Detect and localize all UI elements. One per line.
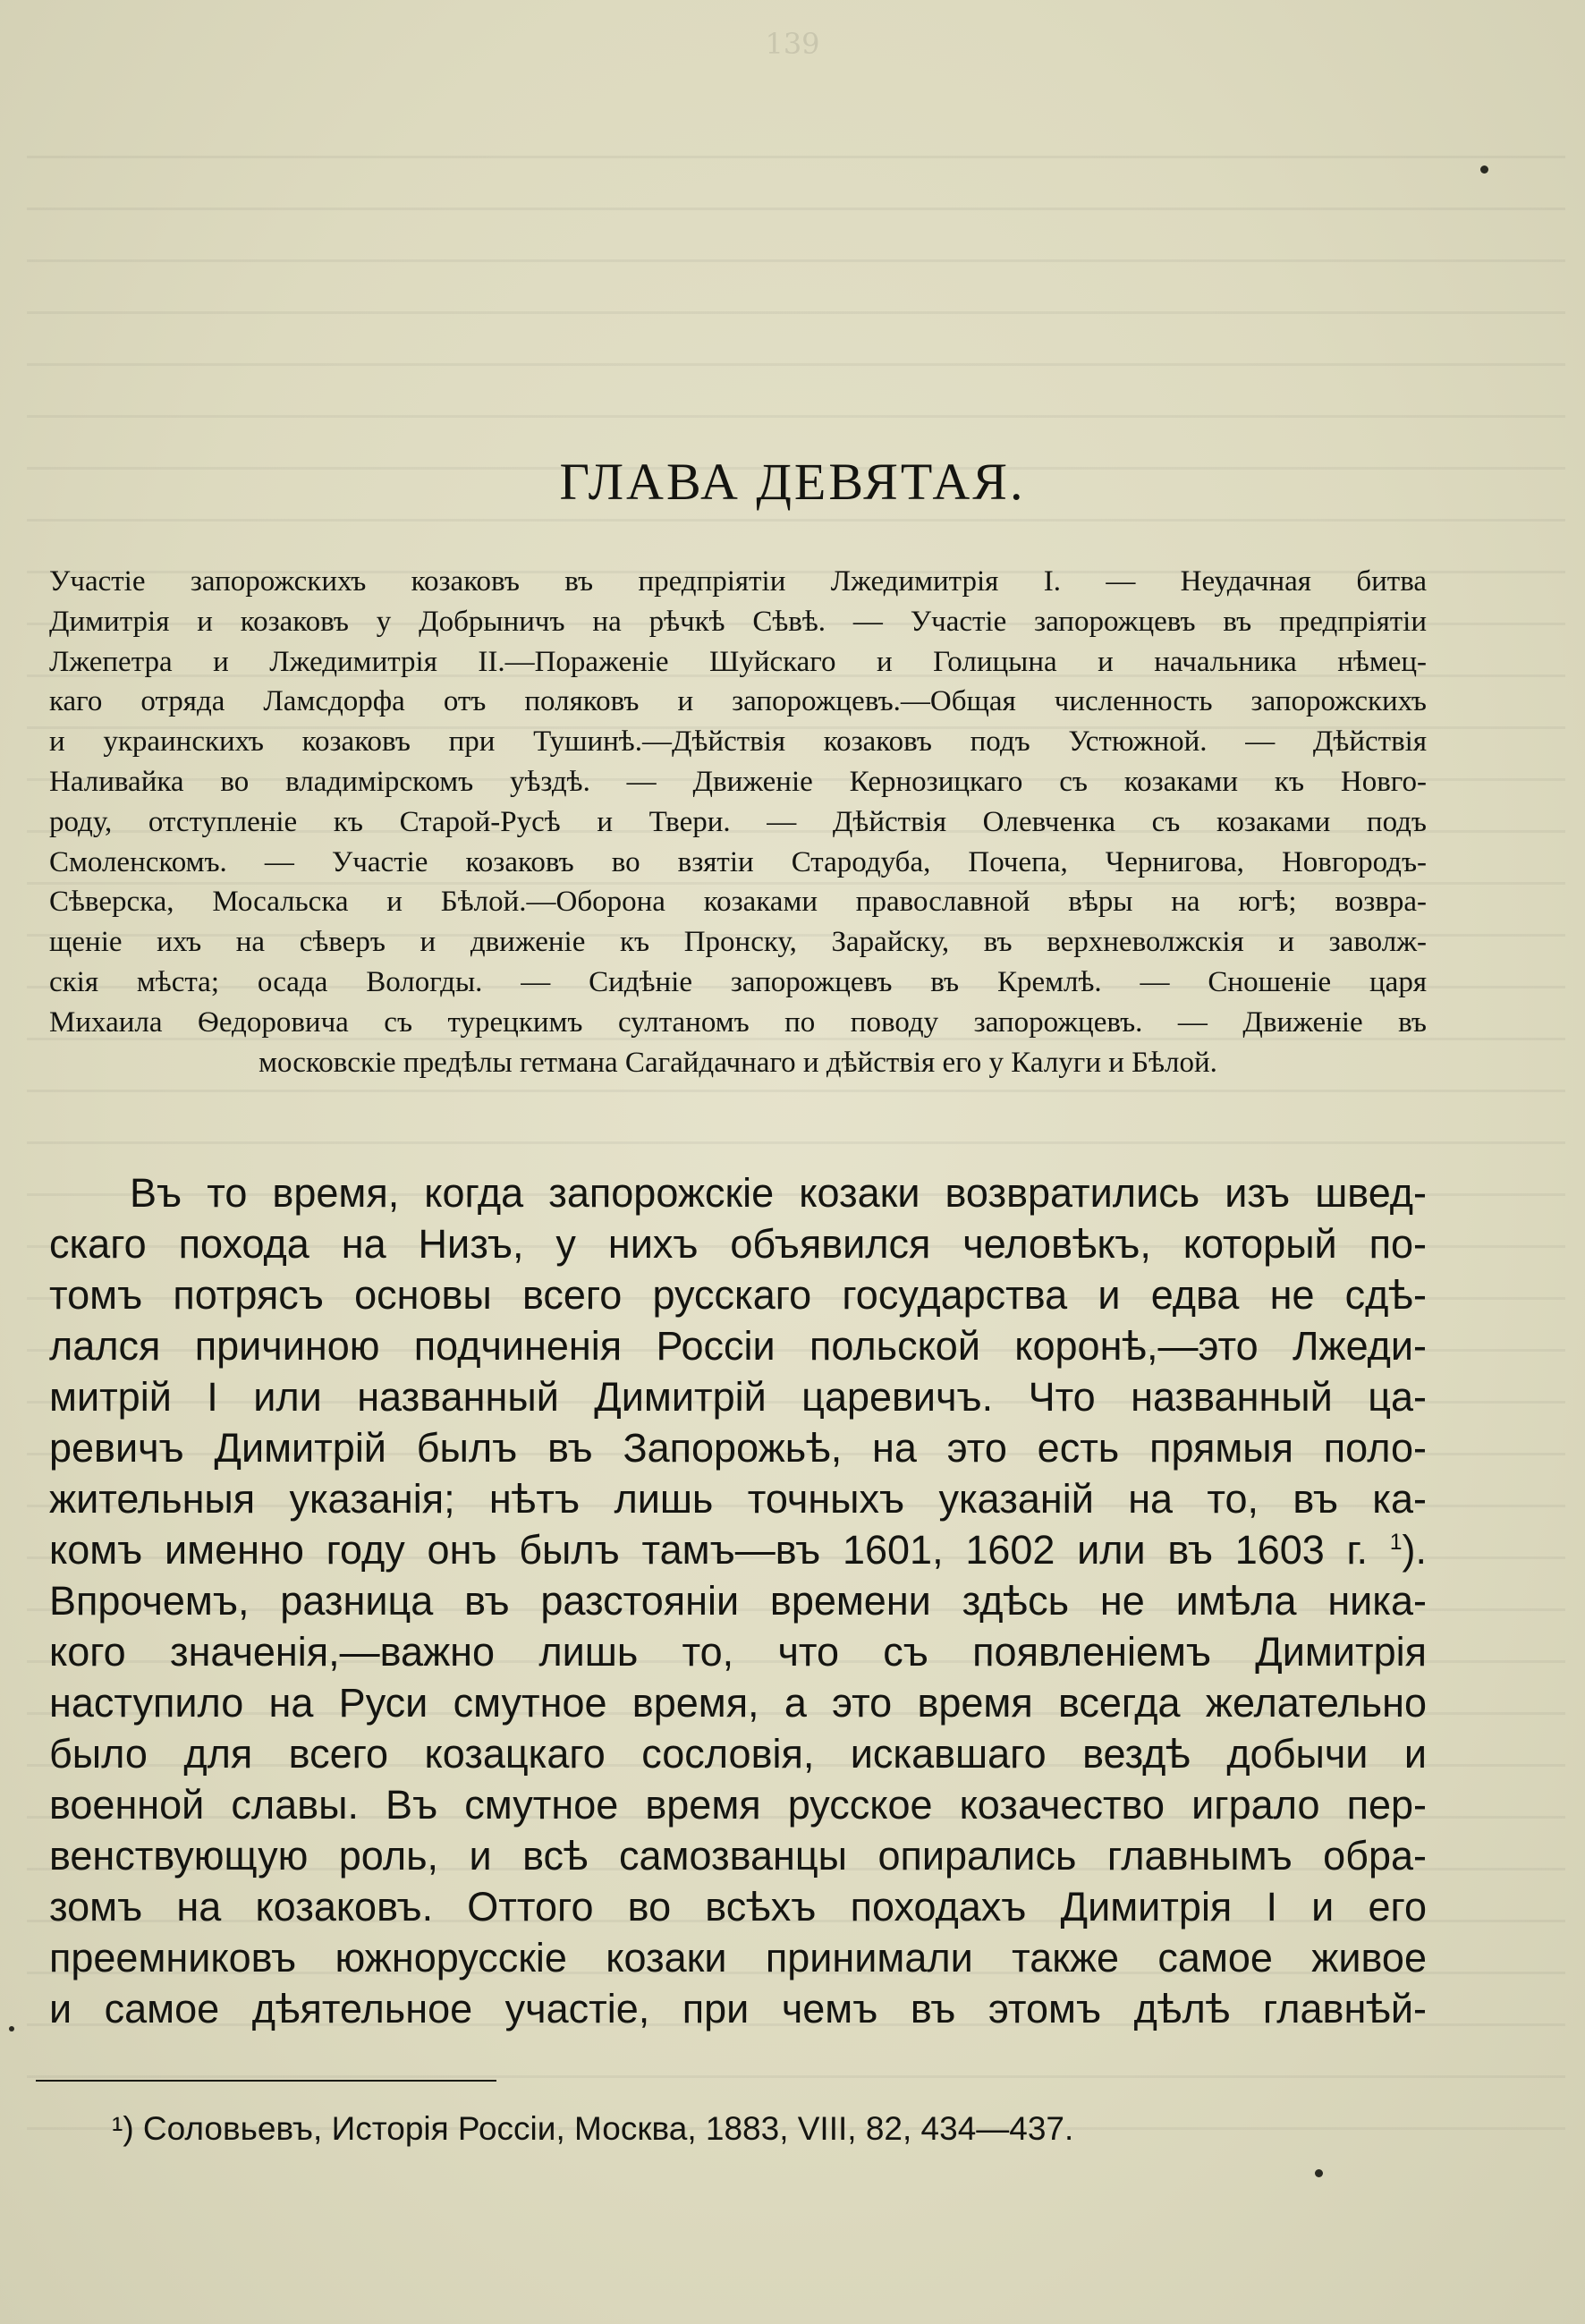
summary-line: Участіе запорожскихъ козаковъ въ предпріятіи Лжедимитрія I. — Неудачная битва	[49, 565, 1427, 598]
body-line: ревичъ Димитрій былъ въ Запорожьѣ, на это есть прямыя поло-	[49, 1425, 1427, 1471]
body-line-text: комъ именно году онъ былъ тамъ—въ 1601, 1602 или въ 1603 г.	[49, 1527, 1368, 1573]
body-line: томъ потрясъ основы всего русскаго государства и едва не сдѣ-	[49, 1272, 1427, 1318]
summary-line: и украинскихъ козаковъ при Тушинѣ.—Дѣйствія козаковъ подъ Устюжной. — Дѣйствія	[49, 725, 1427, 759]
summary-line: роду, отступленіе къ Старой-Русѣ и Твери. — Дѣйствія Олевченка съ козаками подъ	[49, 805, 1427, 838]
body-line: зомъ на козаковъ. Оттого во всѣхъ походахъ Димитрія I и его	[49, 1884, 1427, 1930]
body-line: скаго похода на Низъ, у нихъ объявился человѣкъ, который по-	[49, 1221, 1427, 1267]
body-line: венствующую роль, и всѣ самозванцы опирались главнымъ обра-	[49, 1833, 1427, 1879]
summary-line: каго отряда Ламсдорфа отъ поляковъ и запорожцевъ.—Общая численность запорожскихъ	[49, 685, 1427, 718]
footnote: ¹) Соловьевъ, Исторія Россіи, Москва, 1883, VIII, 82, 434—437.	[112, 2110, 1074, 2147]
summary-line: Сѣверска, Мосальска и Бѣлой.—Оборона козаками православной вѣры на югѣ; возвра-	[49, 886, 1427, 919]
body-line: Въ то время, когда запорожскіе козаки возвратились изъ швед-	[130, 1170, 1427, 1216]
summary-line: Наливайка во владимірскомъ уѣздѣ. — Движеніе Кернозицкаго съ козаками къ Новго-	[49, 765, 1427, 798]
chapter-title: ГЛАВА ДЕВЯТАЯ.	[559, 453, 1026, 511]
body-line: было для всего козацкаго сословія, искавшаго вездѣ добычи и	[49, 1731, 1427, 1777]
summary-line: Смоленскомъ. — Участіе козаковъ во взятіи Стародуба, Почепа, Чернигова, Новгородъ-	[49, 845, 1427, 878]
body-line: наступило на Руси смутное время, а это время всегда желательно	[49, 1680, 1427, 1726]
print-speck	[9, 2026, 14, 2031]
body-line: военной славы. Въ смутное время русское козачество играло пер-	[49, 1782, 1427, 1828]
summary-line: Лжепетра и Лжедимитрія II.—Пораженіе Шуйскаго и Голицына и начальника нѣмец-	[49, 645, 1427, 678]
summary-line: московскіе предѣлы гетмана Сагайдачнаго и дѣйствія его у Калуги и Бѣлой.	[259, 1046, 1217, 1079]
print-speck	[1315, 2169, 1323, 2177]
body-line: митрій I или названный Димитрій царевичъ. Что названный ца-	[49, 1374, 1427, 1420]
chapter-summary	[49, 562, 1427, 1082]
body-line-with-footnote-ref	[49, 1524, 1427, 1575]
summary-line: Михаила Ѳедоровича съ турецкимъ султаномъ по поводу запорожцевъ. — Движеніе въ	[49, 1005, 1427, 1039]
page-number: 139	[765, 27, 820, 61]
summary-line: Димитрія и козаковъ у Добрыничъ на рѣчкѣ Сѣвѣ. — Участіе запорожцевъ въ предпріятіи	[49, 605, 1427, 638]
footnote-reference[interactable]: 1	[1389, 1531, 1403, 1555]
summary-line: щеніе ихъ на сѣверъ и движеніе къ Пронску, Зарайску, въ верхневолжскія и заволж-	[49, 926, 1427, 959]
footnote-divider	[36, 2080, 496, 2082]
print-speck	[1480, 165, 1488, 174]
body-line: Впрочемъ, разница въ разстояніи времени здѣсь не имѣла ника-	[49, 1578, 1427, 1624]
body-line: кого значенія,—важно лишь то, что съ появленіемъ Димитрія	[49, 1629, 1427, 1675]
body-line: преемниковъ южнорусскіе козаки принимали также самое живое	[49, 1935, 1427, 1980]
footnote-ref-suffix: ).	[1402, 1527, 1427, 1573]
summary-line: скія мѣста; осада Вологды. — Сидѣніе запорожцевъ въ Кремлѣ. — Сношеніе царя	[49, 965, 1427, 998]
body-line: и самое дѣятельное участіе, при чемъ въ этомъ дѣлѣ главнѣй-	[49, 1986, 1427, 2031]
body-line: жительныя указанія; нѣтъ лишь точныхъ указаній на то, въ ка-	[49, 1476, 1427, 1522]
body-paragraph	[49, 1167, 1427, 2034]
body-line: лался причиною подчиненія Россіи польской коронѣ,—это Лжеди-	[49, 1323, 1427, 1369]
